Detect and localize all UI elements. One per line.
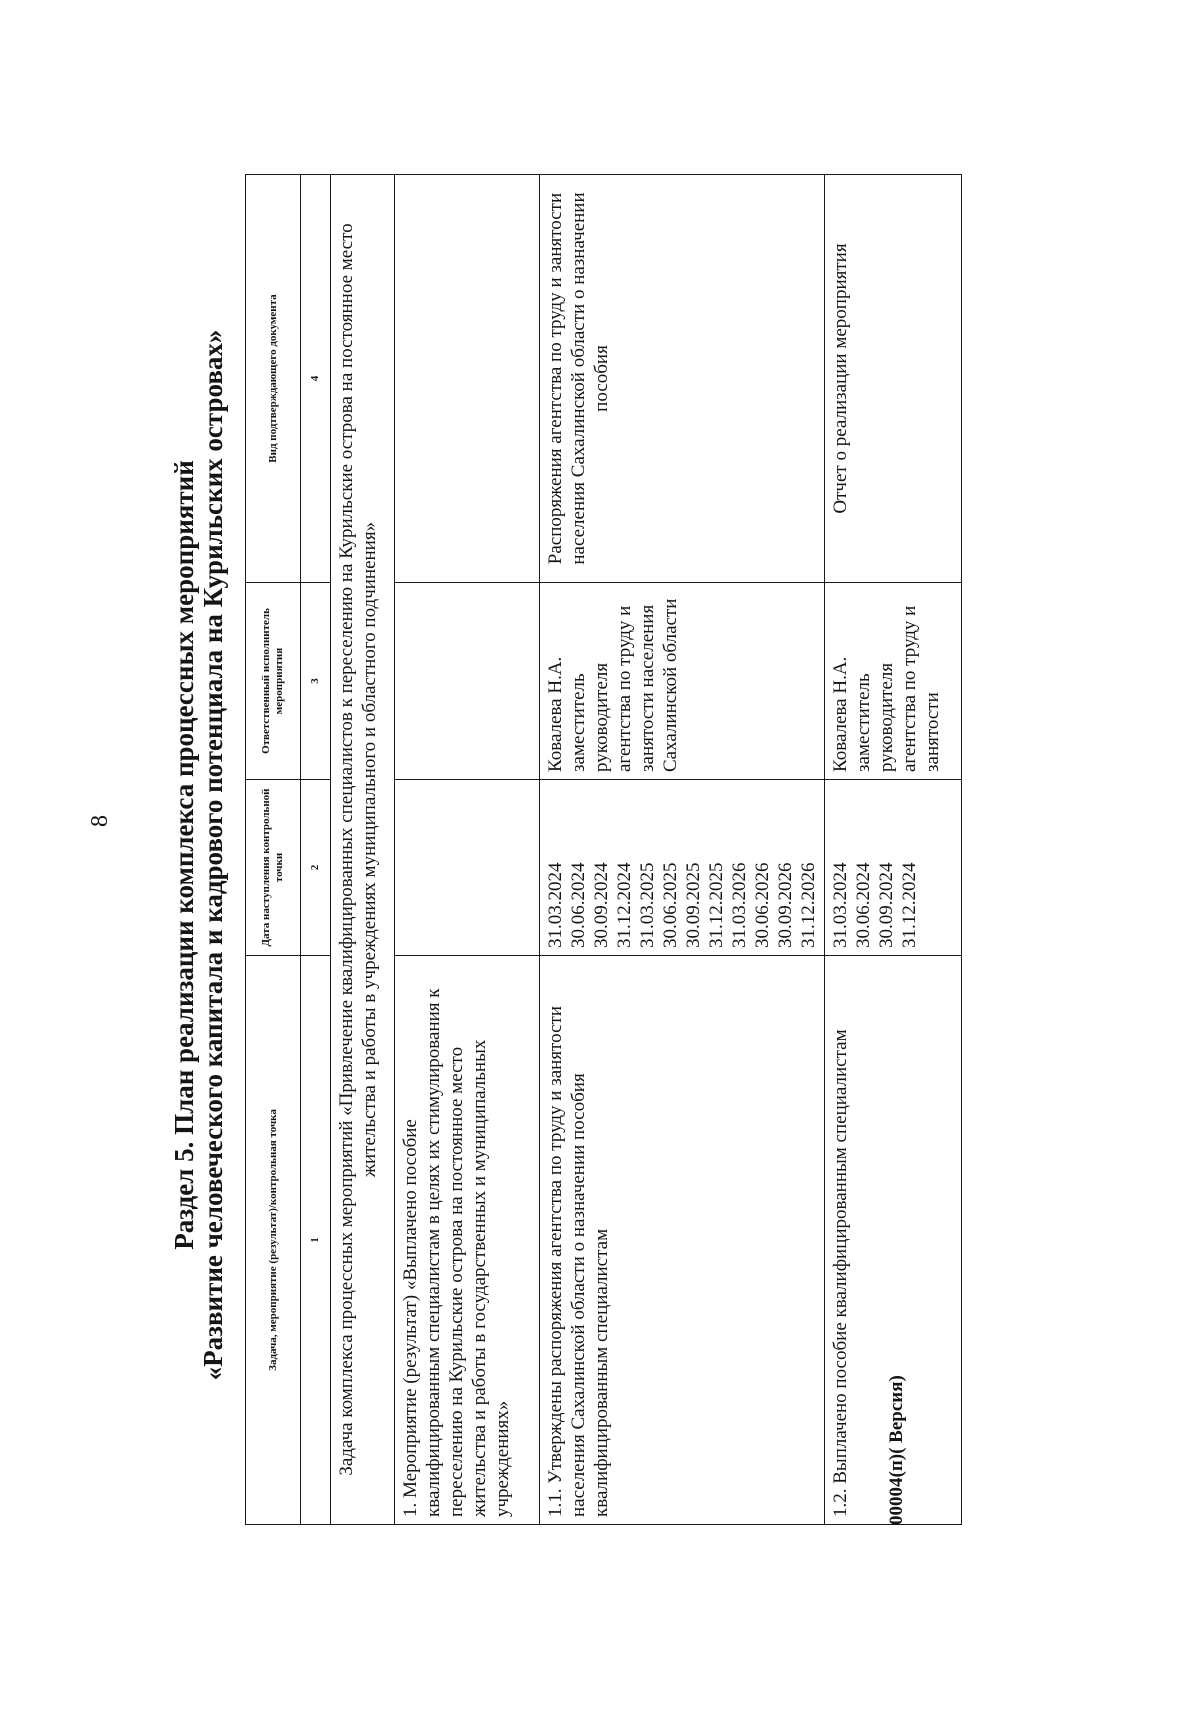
section-title: Раздел 5. План реализации комплекса процессных мероприятий (169, 460, 199, 1250)
date-item: 30.06.2024 (568, 862, 589, 948)
section-subtitle: «Развитие человеческого капитала и кадрового потенциала на Курильских островах» (198, 329, 228, 1381)
table-header-row (246, 175, 301, 1525)
date-item: 30.09.2026 (775, 862, 796, 948)
checkpoint-document: Распоряжения агентства по труду и занятости населения Сахалинской области о назначении пособия (540, 175, 825, 583)
event-date (395, 780, 540, 956)
event-executor (395, 583, 540, 780)
date-item: 31.12.2024 (614, 862, 635, 948)
date-item: 31.12.2026 (798, 862, 819, 948)
table-row (540, 175, 825, 1525)
date-item: 31.03.2026 (729, 862, 750, 948)
page-number: 8 (86, 815, 113, 827)
column-number: 4 (301, 175, 331, 583)
header-date: Дата наступления контрольной точки (246, 780, 301, 956)
header-task: Задача, мероприятие (результат)/контрольная точка (246, 956, 301, 1525)
date-item: 31.12.2024 (899, 862, 920, 948)
event-document (395, 175, 540, 583)
checkpoint-name: 1.1. Утверждены распоряжения агентства по труду и занятости населения Сахалинской области о назначении пособия квалифицированным специалистам (540, 956, 825, 1525)
column-number-row (301, 175, 331, 1525)
date-item: 30.09.2024 (591, 862, 612, 948)
column-number: 3 (301, 583, 331, 780)
date-item: 30.06.2025 (660, 862, 681, 948)
table-row (825, 175, 962, 1525)
title-block (170, 145, 230, 1565)
plan-table (245, 174, 962, 1525)
checkpoint-name: 1.2. Выплачено пособие квалифицированным специалистам (825, 956, 962, 1525)
task-description: Задача комплекса процессных мероприятий «Привлечение квалифицированных специалистов к переселению на Курильские острова на постоянное место жительства и работы в учреждениях муниципального и областного подчинения» (331, 175, 395, 1525)
date-item: 30.06.2024 (853, 862, 874, 948)
checkpoint-executor: Ковалева Н.А. заместитель руководителя агентства по труду и занятости населения Сахалинской области (540, 583, 825, 780)
date-item: 30.06.2026 (752, 862, 773, 948)
date-item: 31.12.2025 (706, 862, 727, 948)
checkpoint-document: Отчет о реализации мероприятия (825, 175, 962, 583)
date-item: 30.09.2024 (876, 862, 897, 948)
date-item: 30.09.2025 (683, 862, 704, 948)
column-number: 2 (301, 780, 331, 956)
date-item: 31.03.2024 (830, 862, 851, 948)
header-document: Вид подтверждающего документа (246, 175, 301, 583)
document-sheet (169, 145, 943, 1565)
table-row (395, 175, 540, 1525)
event-name: 1. Мероприятие (результат) «Выплачено пособие квалифицированным специалистам в целях их стимулирования к переселению на Курильские острова на постоянное место жительства и работы в государственных и муниципальных учреждениях» (395, 956, 540, 1525)
task-row (331, 175, 395, 1525)
date-item: 31.03.2024 (545, 862, 566, 948)
checkpoint-dates (540, 780, 825, 956)
column-number: 1 (301, 956, 331, 1525)
checkpoint-executor: Ковалева Н.А. заместитель руководителя агентства по труду и занятости (825, 583, 962, 780)
version-stamp: 00004(п)( Версия) (886, 1375, 907, 1525)
header-executor: Ответственный исполнитель мероприятия (246, 583, 301, 780)
checkpoint-dates (825, 780, 962, 956)
date-item: 31.03.2025 (637, 862, 658, 948)
